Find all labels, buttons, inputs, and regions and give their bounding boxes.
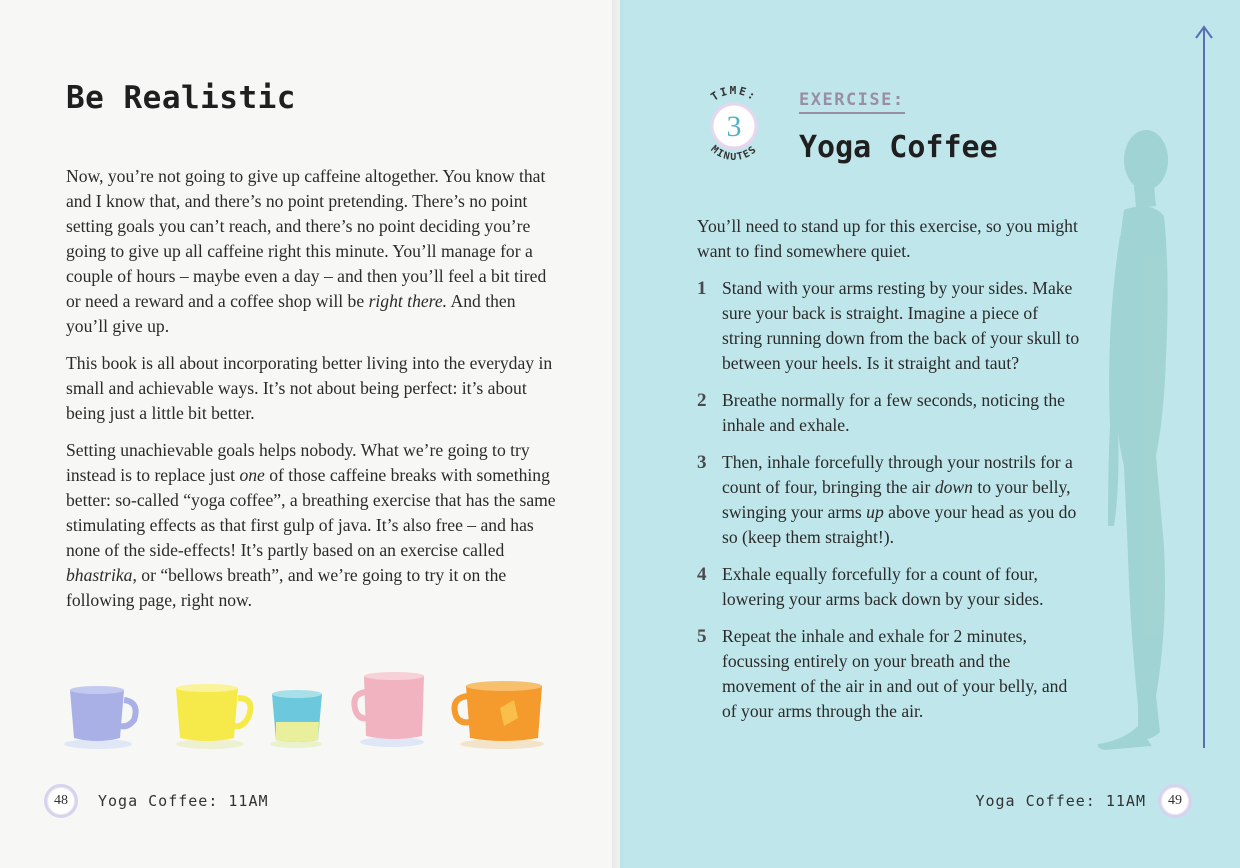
svg-text:TIME: xyxy=(709,84,760,104)
timer-bottom-label: MINUTES xyxy=(708,143,760,163)
left-folio xyxy=(44,784,269,818)
timer-top-label: TIME: xyxy=(708,84,760,104)
page-number: 49 xyxy=(1158,784,1192,818)
yellow-cup-icon xyxy=(176,684,250,749)
standing-figure-illustration xyxy=(1094,126,1190,752)
orange-cup-icon xyxy=(455,681,545,749)
step-number: 4 xyxy=(697,564,707,585)
page-title: Be Realistic xyxy=(66,80,296,116)
timer-badge xyxy=(694,78,774,170)
step-text: Breathe normally for a few seconds, noticing the inhale and exhale. xyxy=(722,390,1065,435)
list-item xyxy=(697,388,1082,438)
step-text: Stand with your arms resting by your sides. Make sure your back is straight. Imagine a piece of string running down from the back of your skull to between your heels. Is it straight and taut? xyxy=(722,278,1080,373)
running-head: Yoga Coffee: 11AM xyxy=(98,792,269,810)
step-text: Exhale equally forcefully for a count of four, lowering your arms back down by your sides. xyxy=(722,564,1044,609)
turquoise-cup-icon xyxy=(270,690,322,748)
exercise-label: EXERCISE: xyxy=(799,90,905,114)
step-text: Then, inhale forcefully through your nostrils for a count of four, bringing the air down to your belly, swinging your arms up above your head as you do so (keep them straight!). xyxy=(722,452,1077,547)
list-item xyxy=(697,624,1082,724)
step-number: 2 xyxy=(697,390,707,411)
step-number: 5 xyxy=(697,626,707,647)
paragraph-2: This book is all about incorporating better living into the everyday in small and achievable ways. It’s not about being perfect: it’s about being just a little bit better. xyxy=(66,353,553,423)
left-body-text xyxy=(66,164,556,625)
step-text: Repeat the inhale and exhale for 2 minutes, focussing entirely on your breath and the movement of the air in and out of your belly, and of your arms through the air. xyxy=(722,626,1068,721)
pink-cup-icon xyxy=(354,672,424,747)
list-item xyxy=(697,450,1082,550)
timer-value: 3 xyxy=(726,110,742,143)
exercise-title: Yoga Coffee xyxy=(799,130,998,165)
paragraph-1: Now, you’re not going to give up caffeine altogether. You know that and I know that, and there’s no point pretending. There’s no point setting goals you can’t reach, and there’s no point deciding you’re going to give up all caffeine right this minute. You’ll manage for a couple of hours – maybe even a day – and then you’ll feel a bit tired or need a reward and a coffee shop will be right there. And then you’ll give up. xyxy=(66,166,547,336)
right-body-text xyxy=(697,214,1082,736)
page-number: 48 xyxy=(44,784,78,818)
up-arrow-icon xyxy=(1194,24,1214,750)
exercise-steps xyxy=(697,276,1082,724)
step-number: 3 xyxy=(697,452,707,473)
paragraph-3: Setting unachievable goals helps nobody. What we’re going to try instead is to replace just one of those caffeine breaks with something better: so-called “yoga coffee”, a breathing exercise that has the same stimulating effects as that first gulp of java. It’s also free – and has none of the side-effects! It’s partly based on an exercise called bhastrika, or “bellows breath”, and we’re going to try it on the following page, right now. xyxy=(66,440,556,610)
right-folio xyxy=(975,784,1192,818)
running-head: Yoga Coffee: 11AM xyxy=(975,792,1146,810)
step-number: 1 xyxy=(697,278,707,299)
list-item xyxy=(697,562,1082,612)
exercise-intro: You’ll need to stand up for this exercise, so you might want to find somewhere quiet. xyxy=(697,216,1078,261)
coffee-cups-illustration xyxy=(60,668,560,758)
list-item xyxy=(697,276,1082,376)
lavender-cup-icon xyxy=(64,686,136,749)
